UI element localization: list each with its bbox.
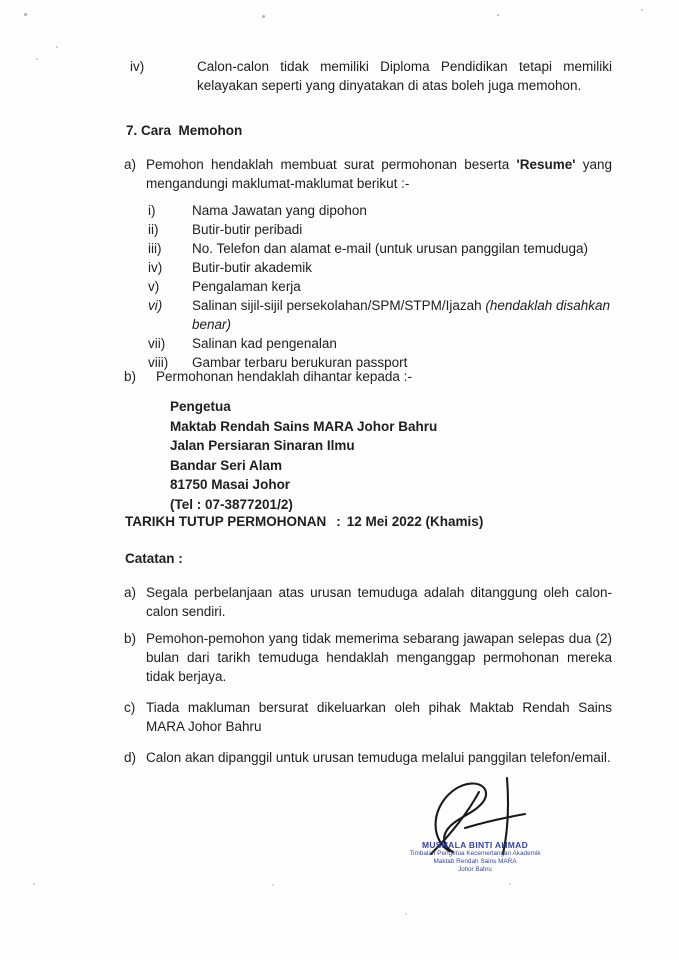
note-row	[124, 629, 612, 686]
signature-block	[396, 776, 554, 874]
scan-speckle	[262, 15, 265, 18]
address-line: Maktab Rendah Sains MARA Johor Bahru	[170, 418, 438, 434]
note-number: d)	[124, 750, 137, 765]
requirement-number: ii)	[148, 222, 159, 237]
notes-heading: Catatan :	[125, 551, 183, 566]
section-heading: 7. Cara Memohon	[126, 123, 243, 138]
list-item-number: iv)	[130, 59, 145, 74]
stamp-signatory-title: Timbalan Pengetua Kecemerlangan Akademik	[409, 850, 541, 857]
requirement-number: v)	[148, 279, 160, 294]
note-text: Segala perbelanjaan atas urusan temuduga adalah ditanggung oleh calon-calon sendiri.	[146, 585, 612, 619]
paragraph-text: Permohonan hendaklah dihantar kepada :-	[156, 369, 412, 384]
deadline-line	[125, 512, 483, 531]
list-item-iv	[130, 57, 612, 95]
deadline-separator: :	[336, 514, 341, 529]
address-line: Jalan Persiaran Sinaran Ilmu	[170, 438, 355, 453]
stamp-organization: Maktab Rendah Sains MARA	[433, 858, 517, 865]
paragraph-a	[124, 155, 612, 193]
note-text: Tiada makluman bersurat dikeluarkan oleh pihak Maktab Rendah Sains MARA Johor Bahru	[146, 700, 612, 734]
requirement-text-main: Salinan sijil-sijil persekolahan/SPM/STPM/Ijazah	[192, 298, 486, 313]
requirement-text: Pengalaman kerja	[192, 279, 301, 294]
paragraph-text-pre: Pemohon hendaklah membuat surat permohonan beserta	[146, 157, 517, 172]
requirement-row	[148, 296, 610, 334]
scan-speckle	[56, 46, 58, 48]
stamp-signatory-name: MUSHALA BINTI AHMAD	[421, 840, 529, 850]
requirement-text: Nama Jawatan yang dipohon	[192, 203, 367, 218]
requirement-number: vi)	[148, 298, 163, 313]
scan-speckle	[24, 13, 27, 16]
requirement-number: iii)	[148, 241, 162, 256]
scan-speckle	[36, 58, 38, 60]
address-line: Pengetua	[170, 399, 231, 414]
note-text: Pemohon-pemohon yang tidak memerima sebarang jawapan selepas dua (2) bulan dari tarikh temuduga hendaklah menganggap permohonan mereka tidak berjaya.	[146, 631, 612, 684]
paragraph-number: a)	[124, 157, 137, 172]
note-number: c)	[124, 700, 136, 715]
deadline-label: TARIKH TUTUP PERMOHONAN	[125, 514, 327, 529]
paragraph-b	[124, 367, 612, 386]
requirement-text: No. Telefon dan alamat e-mail (untuk urusan panggilan temuduga)	[192, 241, 588, 256]
stamp-location: Johor Bahru	[458, 866, 492, 873]
requirement-row	[148, 201, 610, 220]
address-line: Bandar Seri Alam	[170, 457, 283, 473]
deadline-value: 12 Mei 2022 (Khamis)	[346, 514, 484, 529]
requirement-number: viii)	[148, 355, 169, 370]
requirement-number: vii)	[148, 336, 166, 351]
note-row	[124, 583, 612, 621]
requirement-text	[192, 296, 610, 334]
requirement-text: Gambar terbaru berukuran passport	[192, 355, 408, 370]
scan-speckle	[405, 913, 407, 915]
notes-list	[124, 583, 612, 767]
address-line: 81750 Masai Johor	[170, 477, 291, 492]
requirement-text-italic: (hendaklah disahkan benar)	[192, 298, 611, 332]
requirement-text: Salinan kad pengenalan	[192, 336, 337, 351]
scan-speckle	[272, 884, 274, 886]
requirement-row	[148, 220, 610, 239]
official-stamp	[396, 840, 554, 874]
requirement-row	[148, 239, 610, 258]
note-number: a)	[124, 585, 137, 600]
scan-speckle	[509, 883, 511, 885]
note-number: b)	[124, 631, 137, 646]
requirement-number: i)	[148, 203, 156, 218]
note-row	[124, 748, 612, 767]
scan-speckle	[33, 883, 35, 885]
address-line: (Tel : 07-3877201/2)	[170, 496, 293, 512]
requirement-text: Butir-butir akademik	[192, 260, 313, 275]
requirement-row	[148, 334, 610, 353]
requirement-number: iv)	[148, 260, 163, 275]
paragraph-number: b)	[124, 369, 137, 384]
scan-speckle	[497, 14, 499, 16]
list-item-text: Calon-calon tidak memiliki Diploma Pendidikan tetapi memiliki kelayakan seperti yang dinyatakan di atas boleh juga memohon.	[197, 59, 612, 93]
paragraph-text	[146, 155, 612, 193]
note-text: Calon akan dipanggil untuk urusan temuduga melalui panggilan telefon/email.	[146, 750, 611, 765]
note-row	[124, 698, 612, 736]
requirement-row	[148, 258, 610, 277]
resume-emphasis: 'Resume'	[516, 157, 576, 172]
requirements-list	[148, 201, 610, 372]
scan-speckle	[641, 9, 643, 11]
paragraph-text-post: yang mengandungi maklumat-maklumat berikut :-	[146, 157, 612, 191]
address-block	[170, 397, 437, 514]
requirement-text: Butir-butir peribadi	[192, 222, 303, 237]
requirement-row	[148, 277, 610, 296]
